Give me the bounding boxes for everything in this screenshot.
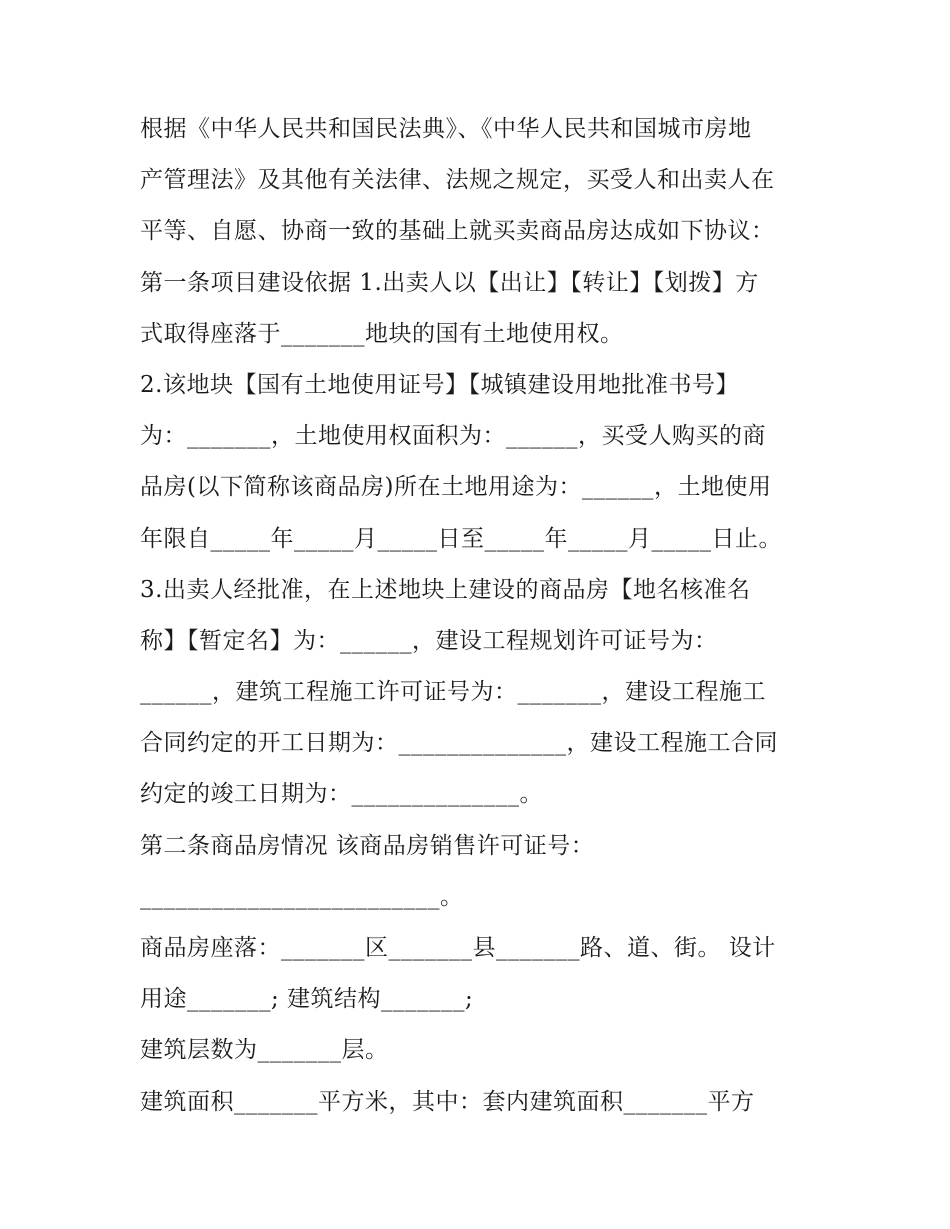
text-line: 商品房座落：_______区_______县_______路、道、街。 设计 [140, 935, 776, 961]
article-1-heading-line: 第一条项目建设依据 1.出卖人以【出让】【转让】【划拨】方 [140, 269, 759, 296]
text-line: 年限自_____年_____月_____日至_____年_____月_____日止。 [140, 525, 782, 552]
text-line: 品房(以下简称该商品房)所在土地用途为：______，土地使用 [140, 474, 772, 501]
text-line: 平等、自愿、协商一致的基础上就买卖商品房达成如下协议： [140, 218, 775, 245]
text-line: ______，建筑工程施工许可证号为：_______，建设工程施工 [140, 679, 766, 706]
text-line: 式取得座落于_______地块的国有土地使用权。 [140, 320, 624, 347]
article-2-heading-line: 第二条商品房情况 该商品房销售许可证号： [140, 832, 595, 859]
text-line: _________________________。 [140, 883, 464, 910]
text-line: 称】【暂定名】为：______，建设工程规划许可证号为： [140, 627, 718, 654]
text-line: 合同约定的开工日期为：______________，建设工程施工合同 [140, 730, 778, 757]
clause-3-line: 3.出卖人经批准，在上述地块上建设的商品房【地名核准名 [140, 576, 751, 603]
contract-body [140, 104, 820, 1128]
text-line: 用途_______; 建筑结构_______; [140, 986, 474, 1013]
text-line: 根据《中华人民共和国民法典》、《中华人民共和国城市房地 [140, 116, 752, 142]
clause-2-line: 2.该地块【国有土地使用证号】【城镇建设用地批准书号】 [140, 371, 739, 398]
text-line: 为：_______，土地使用权面积为：______，买受人购买的商 [140, 423, 766, 450]
text-line: 建筑面积_______平方米，其中：套内建筑面积_______平方 [140, 1088, 755, 1115]
text-line: 约定的竣工日期为：______________。 [140, 781, 543, 808]
text-line: 建筑层数为_______层。 [140, 1037, 389, 1064]
text-line: 产管理法》及其他有关法律、法规之规定，买受人和出卖人在 [140, 167, 775, 194]
